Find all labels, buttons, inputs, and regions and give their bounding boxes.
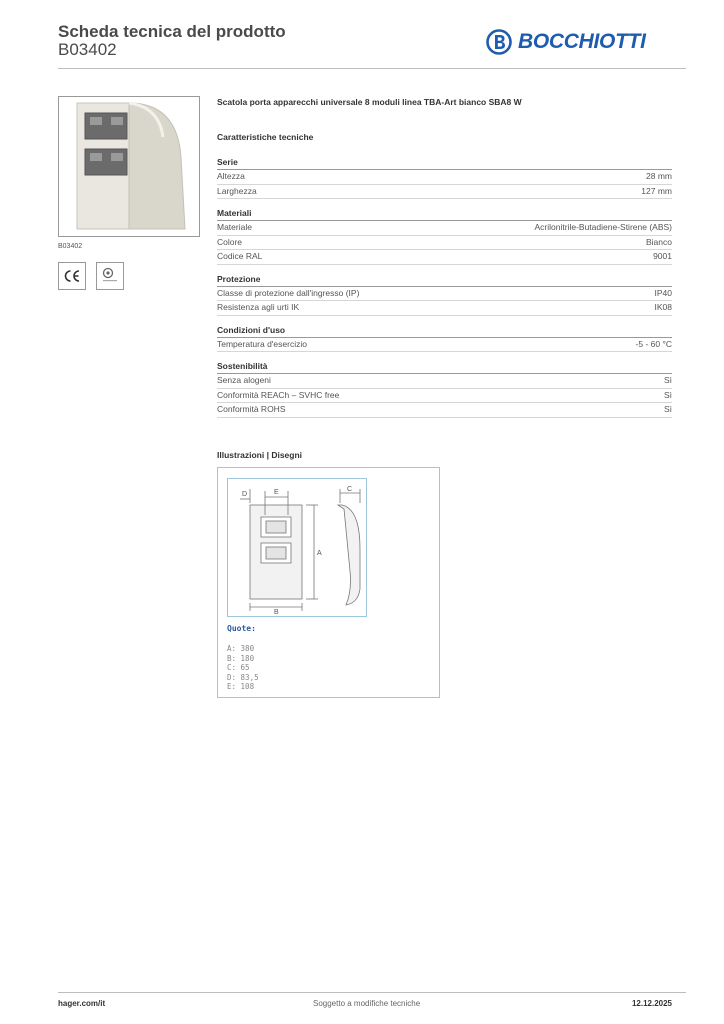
spec-table	[217, 132, 672, 418]
section-sostenibilita	[217, 361, 672, 418]
spec-label: Classe di protezione dall'ingresso (IP)	[217, 287, 360, 298]
dim-label-e: E	[274, 489, 279, 496]
spec-label: Colore	[217, 236, 243, 247]
spec-label: Larghezza	[217, 185, 257, 196]
imq-mark-icon	[96, 262, 124, 290]
spec-row	[217, 301, 672, 316]
dim-label-d: D	[242, 491, 248, 498]
section-serie	[217, 157, 672, 199]
footer-disclaimer: Soggetto a modifiche tecniche	[313, 999, 421, 1008]
brand-name: BOCCHIOTTI	[518, 30, 646, 53]
bocchiotti-logo-icon	[486, 29, 512, 55]
spec-row	[217, 185, 672, 200]
dimension-list	[227, 644, 259, 692]
product-photo-illustration	[59, 97, 199, 236]
spec-value: Sì	[663, 389, 672, 400]
spec-label: Codice RAL	[217, 251, 263, 261]
page-title: Scheda tecnica del prodotto	[58, 22, 286, 41]
dimension-item: C: 65	[227, 663, 250, 672]
spec-row	[217, 170, 672, 185]
dimension-item: A: 380	[227, 644, 255, 653]
section-materiali	[217, 208, 672, 265]
section-title: Serie	[217, 157, 672, 170]
spec-row	[217, 389, 672, 404]
technical-drawing	[217, 467, 440, 698]
spec-row	[217, 338, 672, 353]
spec-value: Bianco	[646, 236, 672, 247]
spec-value: 28 mm	[646, 171, 672, 181]
spec-value: IP40	[654, 287, 672, 298]
quote-title: Quote:	[227, 624, 256, 633]
spec-label: Conformità ROHS	[217, 404, 286, 414]
spec-value: Sì	[663, 404, 672, 414]
spec-value: 127 mm	[641, 185, 672, 196]
dimension-drawing-icon	[228, 479, 366, 616]
spec-label: Altezza	[217, 171, 245, 181]
specs-heading: Caratteristiche tecniche	[217, 132, 314, 142]
spec-row	[217, 374, 672, 389]
section-condizioni-uso	[217, 325, 672, 353]
product-title: Scatola porta apparecchi universale 8 moduli linea TBA-Art bianco SBA8 W	[217, 97, 522, 107]
spec-label: Conformità REACh – SVHC free	[217, 389, 340, 400]
drawing-frame	[227, 478, 367, 617]
dimension-item: E: 108	[227, 682, 255, 691]
dim-label-b: B	[274, 609, 279, 616]
photo-caption: B03402	[58, 243, 83, 250]
spec-label: Materiale	[217, 222, 252, 232]
ce-mark-icon	[58, 262, 86, 290]
spec-row	[217, 236, 672, 251]
spec-value: IK08	[654, 302, 672, 312]
spec-value: Acrilonitrile-Butadiene-Stirene (ABS)	[534, 222, 672, 232]
spec-row	[217, 221, 672, 236]
spec-row	[217, 403, 672, 418]
product-code: B03402	[58, 40, 117, 59]
section-title: Protezione	[217, 274, 672, 287]
spec-row	[217, 250, 672, 265]
spec-value: 9001	[653, 251, 672, 261]
section-protezione	[217, 274, 672, 316]
footer-date: 12.12.2025	[631, 999, 672, 1008]
spec-label: Resistenza agli urti IK	[217, 302, 300, 312]
section-title: Sostenibilità	[217, 361, 672, 374]
header-divider	[58, 68, 686, 69]
spec-row	[217, 287, 672, 302]
footer-divider	[58, 992, 686, 993]
product-photo	[58, 96, 200, 237]
dim-label-c: C	[347, 486, 353, 493]
spec-value: Sì	[663, 375, 672, 385]
brand-logo	[486, 29, 646, 55]
spec-label: Temperatura d'esercizio	[217, 338, 307, 349]
illustrations-heading: Illustrazioni | Disegni	[217, 450, 303, 460]
dimension-item: B: 180	[227, 653, 255, 663]
section-title: Materiali	[217, 208, 672, 221]
spec-label: Senza alogeni	[217, 375, 271, 385]
footer-website-link[interactable]: hager.com/it	[58, 999, 106, 1008]
section-title: Condizioni d'uso	[217, 325, 672, 338]
dimension-item: D: 83,5	[227, 672, 259, 682]
dim-label-a: A	[317, 550, 322, 557]
spec-value: -5 - 60 °C	[635, 338, 672, 349]
